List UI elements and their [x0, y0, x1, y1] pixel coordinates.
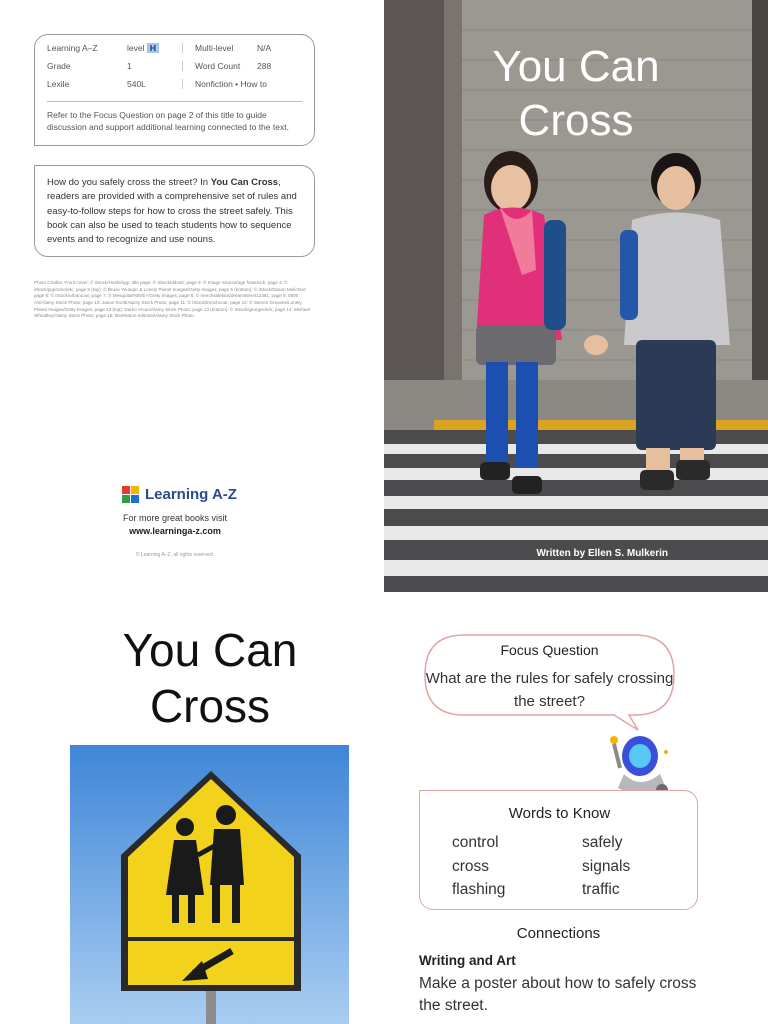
level-badge: H — [147, 43, 159, 53]
focus-question-bubble — [424, 634, 675, 716]
more-books-text: For more great books visit — [122, 513, 228, 523]
title-line2: Cross — [149, 680, 271, 732]
book-info-box — [34, 34, 315, 146]
word-item: flashing — [452, 881, 506, 898]
pedestrian-crossing-sign-image — [70, 745, 349, 1024]
lexile-value: 540L — [127, 79, 146, 89]
words-left-column — [452, 831, 505, 902]
focus-question-title: Focus Question — [500, 642, 599, 658]
summary-post: , readers are provided with a comprehensive set of rules and easy-to-follow steps for how to cross the street safely. This book can also be used to teach students how to sequence events and to recognize and use nouns. — [47, 177, 297, 245]
rights-text: © Learning A–Z, all rights reserved. — [135, 552, 215, 558]
genre-label: Nonfiction • How to — [182, 79, 317, 89]
book-summary — [34, 165, 315, 257]
word-item: control — [452, 834, 499, 851]
words-right-column — [582, 831, 630, 902]
title-page-heading — [70, 622, 350, 734]
learning-az-logo — [122, 486, 237, 503]
logo-text: Learning A-Z — [145, 486, 237, 503]
word-item: signals — [582, 857, 631, 875]
writing-art-text: Make a poster about how to safely cross the street. — [419, 975, 697, 1014]
connections-title: Connections — [516, 925, 601, 942]
focus-note: Refer to the Focus Question on page 2 of this title to guide discussion and support additional learning connected to the text. — [47, 101, 302, 134]
multilevel-value: N/A — [257, 43, 272, 53]
level-label: level — [127, 43, 145, 53]
lexile-label: Lexile — [47, 79, 70, 89]
grade-value: 1 — [127, 61, 132, 71]
summary-pre: How do you safely cross the street? In — [47, 177, 211, 188]
cover-photo — [384, 0, 768, 592]
focus-question-text: What are the rules for safely crossing the street? — [425, 670, 674, 710]
multilevel-label: Multi-level — [182, 43, 257, 53]
writing-art-title: Writing and Art — [419, 953, 516, 968]
word-item: cross — [452, 857, 490, 875]
crossing-sign-photo — [70, 745, 349, 1024]
title-line1: You Can — [122, 624, 298, 676]
cover-title — [384, 40, 768, 148]
summary-title: You Can Cross — [210, 177, 279, 188]
cover-title-line1: You Can — [492, 42, 660, 91]
words-to-know-title: Words to Know — [508, 805, 611, 822]
logo-mark-icon — [122, 486, 139, 503]
word-count-value: 288 — [257, 61, 272, 71]
website-link[interactable]: www.learninga-z.com — [129, 526, 221, 536]
robot-mascot-icon — [604, 728, 682, 798]
cover-title-line2: Cross — [518, 96, 634, 145]
word-count-label: Word Count — [182, 61, 257, 71]
photo-credits: Photo Credits: Front cover: © iStock/Hoshi/ogy; title page: © iStock/ddmitr; page 3: © Image Source/age fotostock; page 4: © iStock/pppromo/etc; page 5 (top): © Bruce Yeunqer & Lonely Planet Images/Getty Images; page 5 (bottom): © iStock/Dusan Melichter; page 6: © iStock/urbancow; page 7: © MesquitaFMS/E+/Getty Images; page 8: © merchsidekick/dreamstime/12381; page 9: 6000 AS/Alamy Stock Photo; page 10: Jason Knott/Alamy Stock Photo; page 11: © iStock/trenchcoat; page 12: © Steven Greaves/Lonely Planet Images/Getty Images; page 13 (top): Darko Vrcan/Alamy Stock Photo; page 13 (bottom): © iStock/georgeclerk; page 14: Michael Wheatley/Alamy Stock Photo; page 15: BonNetion editorial/Alamy Stock Photo — [34, 280, 310, 319]
program-label: Learning A–Z — [47, 43, 98, 53]
author-byline: Written by Ellen S. Mulkerin — [536, 548, 668, 559]
word-item: traffic — [582, 881, 620, 898]
words-to-know-box — [419, 790, 698, 910]
grade-label: Grade — [47, 61, 71, 71]
word-item: safely — [582, 834, 623, 851]
